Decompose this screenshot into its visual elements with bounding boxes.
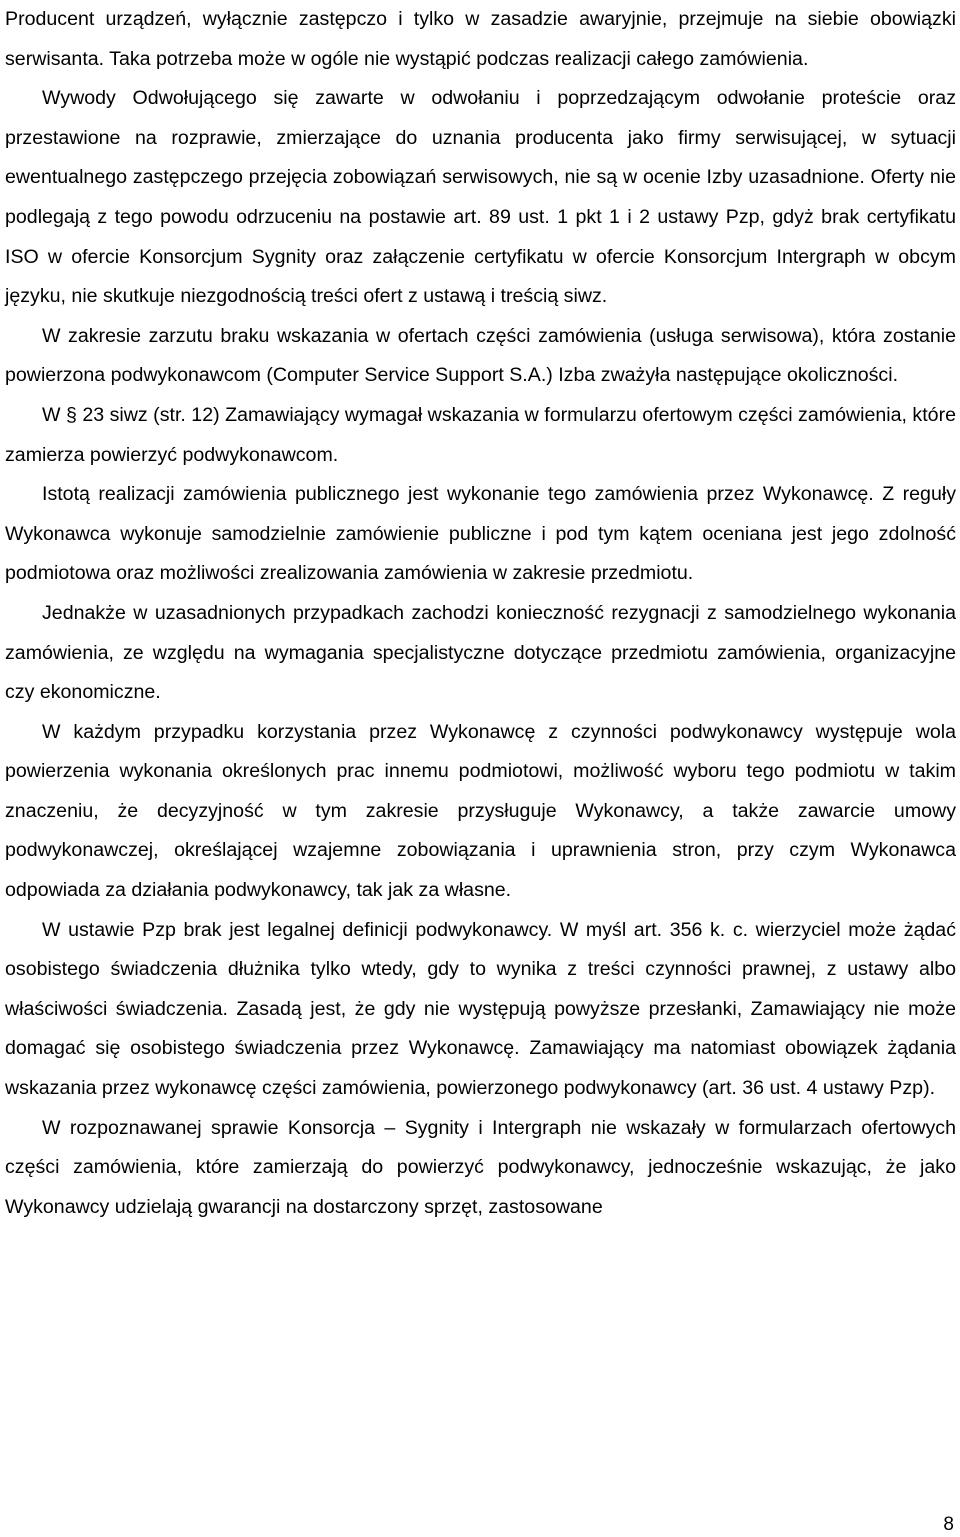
paragraph-appellant-arguments: Wywody Odwołującego się zawarte w odwołaniu i poprzedzającym odwołanie proteście oraz przestawione na rozprawie, zmierzające do uznania producenta jako firmy serwisującej, w sytuacji ewentualnego zastępczego przejęcia zobowiązań serwisowych, nie są w ocenie Izby uzasadnione. Oferty nie podlegają z tego powodu odrzuceniu na postawie art. 89 ust. 1 pkt 1 i 2 ustawy Pzp, gdyż brak certyfikatu ISO w ofercie Konsorcjum Sygnity oraz załączenie certyfikatu w ofercie Konsorcjum Intergraph w obcym języku, nie skutkuje niezgodnością treści ofert z ustawą i treścią siwz. (5, 87, 956, 308)
paragraph-subcontractor-use: W każdym przypadku korzystania przez Wykonawcę z czynności podwykonawcy występuje wola powierzenia wykonania określonych prac innemu podmiotowi, możliwość wyboru tego podmiotu w takim znaczeniu, że decyzyjność w tym zakresie przysługuje Wykonawcy, a także zawarcie umowy podwykonawczej, określającej wzajemne zobowiązania i uprawnienia stron, przy czym Wykonawca odpowiada za działania podwykonawcy, tak jak za własne. (5, 720, 956, 902)
paragraph-case-consortia: W rozpoznawanej sprawie Konsorcja – Sygnity i Intergraph nie wskazały w formularzach ofertowych części zamówienia, które zamierzają do powierzyć podwykonawcy, jednocześnie wskazując, że jako Wykonawcy udzielają gwarancji na dostarczony sprzęt, zastosowane (5, 1116, 956, 1218)
paragraph-siwz-requirement: W § 23 siwz (str. 12) Zamawiający wymagał wskazania w formularzu ofertowym części zamówienia, które zamierza powierzyć podwykonawcom. (5, 403, 956, 466)
paragraph-subcontractor-claim: W zakresie zarzutu braku wskazania w ofertach części zamówienia (usługa serwisowa), która zostanie powierzona podwykonawcom (Computer Service Support S.A.) Izba zważyła następujące okoliczności. (5, 324, 956, 387)
paragraph-justified-cases: Jednakże w uzasadnionych przypadkach zachodzi konieczność rezygnacji z samodzielnego wykonania zamówienia, ze względu na wymagania specjalistyczne dotyczące przedmiotu zamówienia, organizacyjne czy ekonomiczne. (5, 601, 956, 704)
paragraph-legal-definition: W ustawie Pzp brak jest legalnej definicji podwykonawcy. W myśl art. 356 k. c. wierzyciel może żądać osobistego świadczenia dłużnika tylko wtedy, gdy to wynika z treści czynności prawnej, z ustawy albo właściwości świadczenia. Zasadą jest, że gdy nie występują powyższe przesłanki, Zamawiający nie może domagać się osobistego świadczenia przez Wykonawcę. Zamawiający ma natomiast obowiązek żądania wskazania przez wykonawcę części zamówienia, powierzonego podwykonawcy (art. 36 ust. 4 ustawy Pzp). (5, 918, 956, 1100)
paragraph-essence-of-contract: Istotą realizacji zamówienia publicznego jest wykonanie tego zamówienia przez Wykonawcę. Z reguły Wykonawca wykonuje samodzielnie zamówienie publiczne i pod tym kątem oceniana jest jego zdolność podmiotowa oraz możliwości zrealizowania zamówienia w zakresie przedmiotu. (5, 483, 956, 585)
paragraph-producer-service: Producent urządzeń, wyłącznie zastępczo i tylko w zasadzie awaryjnie, przejmuje na siebie obowiązki serwisanta. Taka potrzeba może w ogóle nie wystąpić podczas realizacji całego zamówienia. (5, 8, 956, 70)
document-page (5, 0, 956, 1227)
page-number: 8 (943, 1514, 954, 1535)
